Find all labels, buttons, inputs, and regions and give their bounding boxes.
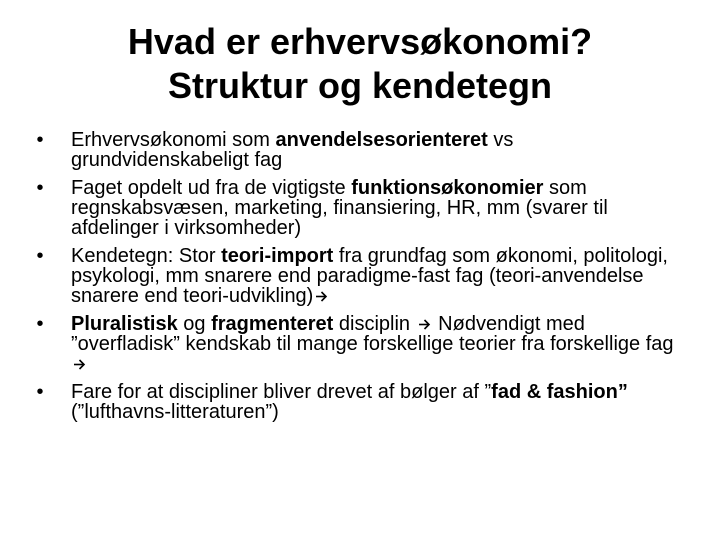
- right-arrow-icon: [315, 290, 328, 303]
- bullet-text: Faget opdelt ud fra de vigtigste: [71, 177, 352, 199]
- bullet-dot: •: [36, 177, 44, 199]
- title-line-2: Struktur og kendetegn: [167, 65, 553, 106]
- bullet-text: disciplin: [333, 313, 416, 335]
- bullet-text: fra grundfag som økonomi, politologi, psykologi, mm snarere end paradigme-fast fag (teori-anvendelse snarere end teori-udvikling): [71, 245, 668, 307]
- title-line-1: Hvad er erhvervsøkonomi?: [127, 21, 593, 62]
- bullet-item: [30, 178, 690, 238]
- bullet-list: [30, 130, 690, 430]
- bullet-item: [30, 246, 690, 306]
- bullet-text: (”lufthavns-litteraturen”): [71, 401, 279, 423]
- bullet-emphasis: Pluralistisk: [71, 313, 178, 335]
- bullet-text: Fare for at discipliner bliver drevet af bølger af ”: [71, 381, 492, 403]
- right-arrow-icon: [73, 358, 86, 371]
- bullet-emphasis: anvendelsesorienteret: [275, 129, 488, 151]
- bullet-emphasis: fragmenteret: [211, 313, 334, 335]
- bullet-item: [30, 130, 690, 170]
- slide-title: [0, 20, 720, 108]
- bullet-emphasis: teori-import: [221, 245, 334, 267]
- bullet-dot: •: [36, 245, 44, 267]
- bullet-dot: •: [36, 313, 44, 335]
- bullet-dot: •: [36, 129, 44, 151]
- bullet-item: [30, 382, 690, 422]
- bullet-dot: •: [36, 381, 44, 403]
- bullet-item: [30, 314, 690, 374]
- bullet-text: som regnskabsvæsen, marketing, finansiering, HR, mm (svarer til afdelinger i virksomheder): [71, 177, 608, 239]
- bullet-text: Kendetegn: Stor: [71, 245, 222, 267]
- bullet-text: vs grundvidenskabeligt fag: [71, 129, 514, 171]
- bullet-text: Erhvervsøkonomi som: [71, 129, 276, 151]
- right-arrow-icon: [418, 318, 431, 331]
- bullet-text: Nødvendigt med ”overfladisk” kendskab til mange forskellige teorier fra forskellige fag: [71, 313, 674, 355]
- bullet-text: og: [177, 313, 212, 335]
- bullet-emphasis: funktionsøkonomier: [351, 177, 544, 199]
- bullet-emphasis: fad & fashion”: [491, 381, 628, 403]
